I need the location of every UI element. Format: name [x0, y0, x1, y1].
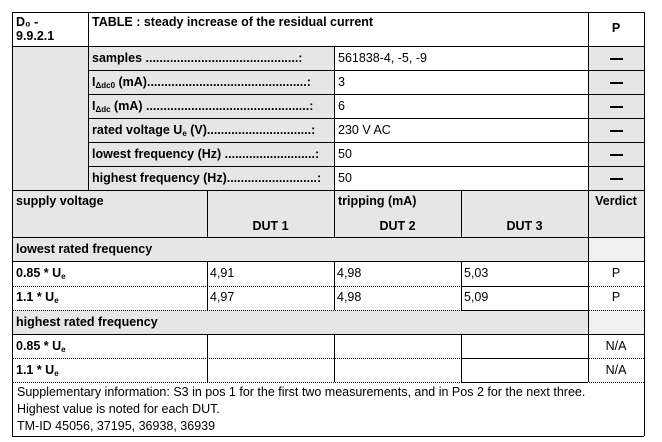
param-verdict-idc0 [588, 75, 644, 89]
row-voltage: $1.1 * U_e$ [16, 290, 59, 305]
param-verdict-idc [588, 99, 644, 113]
param-label-idc: $I_{\Delta dc}$ (mA) ...............................................: [92, 99, 314, 114]
dash-icon [610, 106, 623, 108]
row-dut2-value: 4,98 [337, 290, 362, 304]
param-label-rated-voltage: rated voltage $U_e$ (V)..............................: [92, 123, 316, 138]
col-header-tripping: tripping (mA) [338, 194, 417, 208]
supplementary-line-3: TM-ID 45056, 37195, 36938, 36939 [17, 419, 216, 433]
row-voltage: $0.85 * U_e$ [16, 266, 66, 281]
dash-icon [610, 58, 623, 60]
col-header-dut1: DUT 1 [252, 219, 289, 233]
header-verdict: P [611, 21, 621, 35]
row-dut1-value: 4,97 [210, 290, 235, 304]
supplementary-info [17, 384, 641, 435]
col-header-dut2: DUT 2 [379, 219, 416, 233]
row-dut3-value: 5,03 [464, 266, 489, 280]
param-value-highest-frequency: 50 [338, 171, 352, 185]
row-dut2-value: 4,98 [337, 266, 362, 280]
param-verdict-highest-frequency [588, 171, 644, 185]
clause-prefix: D₀ - [16, 15, 39, 29]
supplementary-line-1: Supplementary information: S3 in pos 1 for the first two measurements, and in Pos 2 for the next three. [17, 385, 586, 399]
row-verdict: P [611, 290, 621, 304]
col-header-dut3: DUT 3 [506, 219, 543, 233]
param-value-rated-voltage: 230 V AC [338, 123, 391, 137]
dash-icon [610, 82, 623, 84]
row-voltage: $1.1 * U_e$ [16, 363, 59, 378]
param-verdict-lowest-frequency [588, 147, 644, 161]
param-label-idc0: $I_{\Delta dc0}$ (mA)..............................................: [92, 75, 311, 90]
row-dut3-value: 5,09 [464, 290, 489, 304]
row-voltage: $0.85 * U_e$ [16, 339, 66, 354]
col-header-supply-voltage: supply voltage [16, 194, 104, 208]
dash-icon [610, 154, 623, 156]
param-verdict-rated-voltage [588, 123, 644, 137]
param-value-idc: 6 [338, 99, 345, 113]
table-title: TABLE : steady increase of the residual current [92, 15, 374, 29]
clause-id [16, 15, 86, 44]
param-verdict-samples [588, 51, 644, 65]
param-value-idc0: 3 [338, 75, 345, 89]
group-title-highest: highest rated frequency [16, 315, 158, 329]
param-label-highest-frequency: highest frequency (Hz)..........................: [92, 171, 322, 185]
group-title-lowest: lowest rated frequency [16, 242, 153, 256]
clause-number: 9.9.2.1 [16, 29, 55, 44]
row-verdict: N/A [605, 339, 627, 353]
row-verdict: N/A [605, 363, 627, 377]
supplementary-line-2: Highest value is noted for each DUT. [17, 402, 220, 416]
col-header-verdict: Verdict [595, 194, 637, 208]
param-label-samples: samples ............................................: [92, 51, 303, 65]
dash-icon [610, 130, 623, 132]
param-value-samples: 561838-4, -5, -9 [338, 51, 427, 65]
dash-icon [610, 178, 623, 180]
param-value-lowest-frequency: 50 [338, 147, 352, 161]
param-label-lowest-frequency: lowest frequency (Hz) ..........................: [92, 147, 320, 161]
row-verdict: P [611, 266, 621, 280]
row-dut1-value: 4,91 [210, 266, 235, 280]
